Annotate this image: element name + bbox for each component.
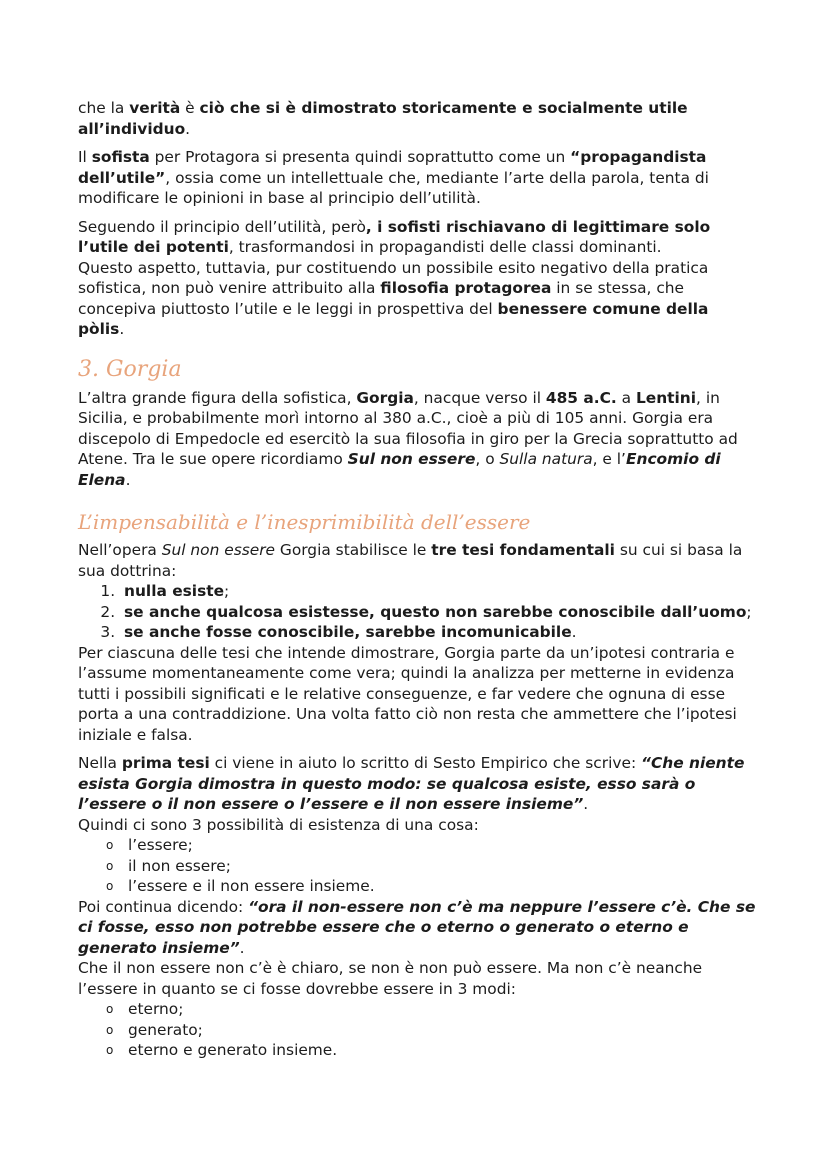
circle-bullet-icon: o: [106, 838, 114, 852]
thesis-item: 2. se anche qualcosa esistesse, questo non sarebbe conoscibile dall’uomo;: [120, 602, 758, 623]
circle-bullet-icon: o: [106, 858, 114, 873]
circle-bullet-icon: o: [106, 1002, 114, 1016]
paragraph-non-being: Che il non essere non c’è è chiaro, se non è non può essere. Ma non c’è neanche l’essere in quanto se ci fosse dovrebbe essere in 3 modi:: [78, 959, 703, 998]
circle-bullet-icon: o: [106, 1022, 114, 1037]
list-item: o il non essere;: [106, 856, 231, 875]
paragraph-method: Per ciascuna delle tesi che intende dimostrare, Gorgia parte da un’ipotesi contraria e l’assume momentaneamente come vera; quindi la analizza per metterne in evidenza tutti i possibili significati e le relative conseguenze, e far vedere che ognuna di esse porta a una contraddizione. Una volta fatto ciò non resta che ammettere che l’ipotesi iniziale e falsa.: [78, 643, 737, 744]
circle-bullet-icon: o: [106, 1043, 114, 1057]
paragraph-gorgia-bio: L’altra grande figura della sofistica, Gorgia, nacque verso il 485 a.C. a Lentini, in Sicilia, e probabilmente morì intorno al 380 a.C., cioè a più di 105 anni. Gorgia era discepolo di Empedocle ed esercitò la sua filosofia in giro per la Grecia soprattutto ad Atene. Tra le sue opere ricordiamo Sul non essere, o Sulla natura, e l’Encomio di Elena.: [78, 388, 738, 489]
theses-list: [78, 581, 758, 643]
thesis-item: 3. se anche fosse conoscibile, sarebbe incomunicabile.: [120, 622, 758, 643]
paragraph-continues: Poi continua dicendo: “ora il non-essere non c’è ma neppure l’essere c’è. Che se ci fosse, esso non potrebbe essere che o eterno o generato o eterno e generato insieme”.: [78, 897, 756, 957]
paragraph-truth: che la verità è ciò che si è dimostrato storicamente e socialmente utile all’individuo.: [78, 99, 688, 138]
paragraph-protagorean: Questo aspetto, tuttavia, pur costituendo un possibile esito negativo della pratica sofistica, non può venire attribuito alla filosofia protagorea in se stessa, che concepiva piuttosto l’utile e le leggi in prospettiva del benessere comune della pòlis.: [78, 258, 709, 338]
list-item: o generato;: [106, 1020, 203, 1039]
thesis-item: 1. nulla esiste;: [120, 581, 758, 602]
paragraph-sofista: Il sofista per Protagora si presenta quindi soprattutto come un “propagandista dell’utile”, ossia come un intellettuale che, mediante l’arte della parola, tenta di modificare le opinioni in base al principio dell’utilità.: [78, 148, 709, 207]
paragraph-three-theses-intro: Nell’opera Sul non essere Gorgia stabilisce le tre tesi fondamentali su cui si basa la sua dottrina:: [78, 541, 743, 580]
document-body: [78, 98, 758, 1061]
subheading-unthinkability: L’impensabilità e l’inesprimibilità dell’essere: [78, 510, 531, 534]
list-item: o l’essere;: [106, 836, 193, 854]
paragraph-possibilities: Quindi ci sono 3 possibilità di esistenza di una cosa:: [78, 815, 479, 834]
list-item: o eterno e generato insieme.: [106, 1041, 338, 1059]
circle-bullet-icon: o: [106, 879, 114, 893]
list-item: o l’essere e il non essere insieme.: [106, 877, 375, 895]
paragraph-utility: Seguendo il principio dell’utilità, però, i sofisti rischiavano di legittimare solo l’utile dei potenti, trasformandosi in propagandisti delle classi dominanti.: [78, 217, 711, 256]
paragraph-first-thesis: Nella prima tesi ci viene in aiuto lo scritto di Sesto Empirico che scrive: “Che niente esista Gorgia dimostra in questo modo: se qualcosa esiste, esso sarà o l’essere o il non essere o l’essere e il non essere insieme”.: [78, 754, 745, 813]
list-item: o eterno;: [106, 1000, 184, 1018]
possibilities-list: [78, 835, 758, 897]
section-heading-gorgia: 3. Gorgia: [78, 356, 182, 382]
being-modes-list: [78, 999, 758, 1061]
